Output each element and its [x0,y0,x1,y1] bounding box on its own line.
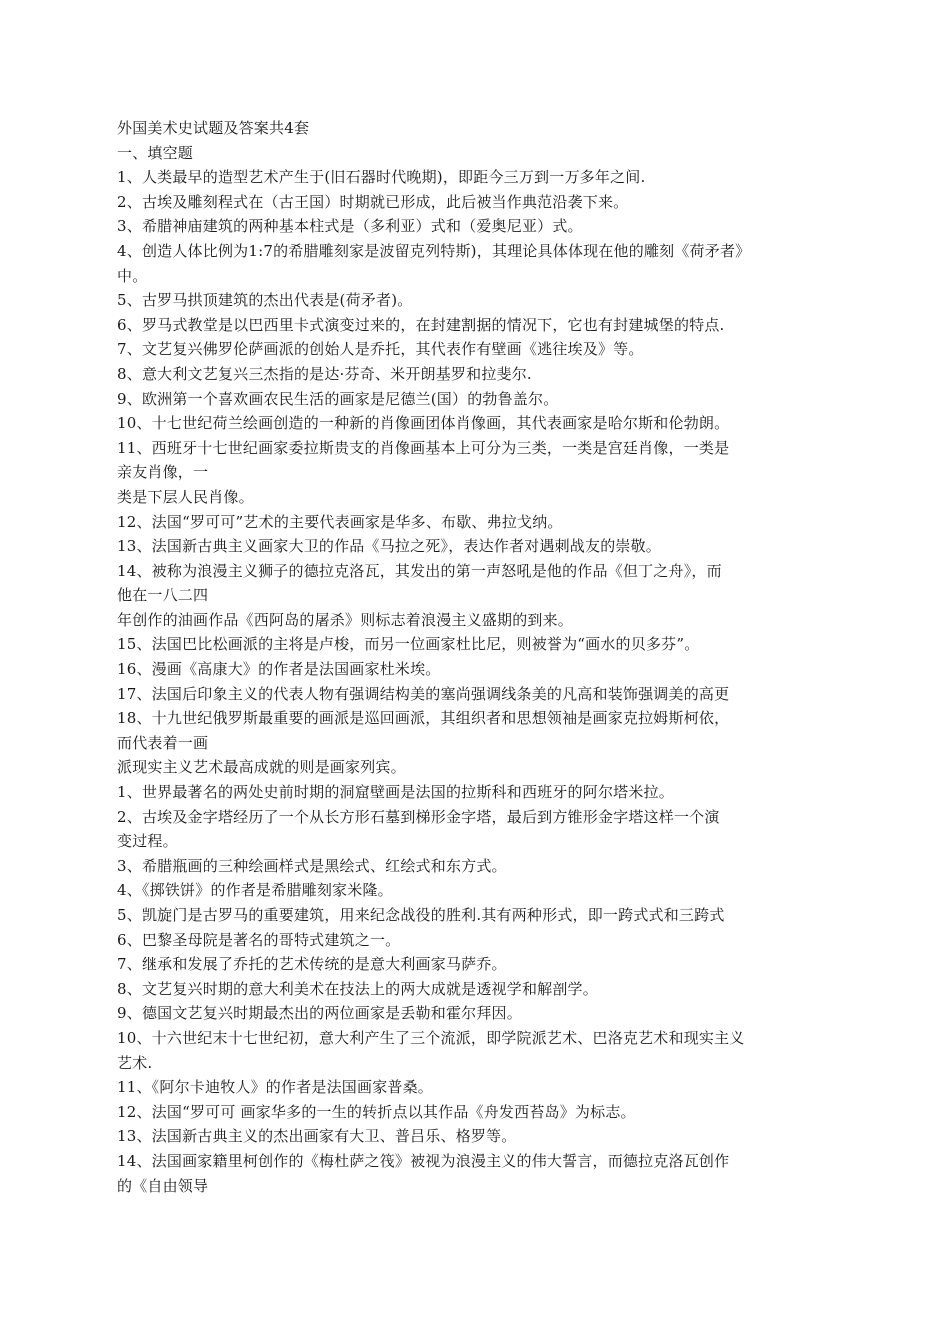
text-line: 8、文艺复兴时期的意大利美术在技法上的两大成就是透视学和解剖学。 [117,979,598,998]
text-line: 12、法国“罗可可 画家华多的一生的转折点以其作品《舟发西苔岛》为标志。 [117,1102,636,1121]
text-line: 7、继承和发展了乔托的艺术传统的是意大利画家马萨乔。 [117,955,507,974]
text-line: 他在一八二四 [117,586,209,605]
text-line: 派现实主义艺术最高成就的则是画家列宾。 [117,758,406,777]
text-line: 5、凯旋门是古罗马的重要建筑，用来纪念战役的胜利.其有两种形式，即一跨式式和三跨式 [117,906,725,924]
text-line: 11、西班牙十七世纪画家委拉斯贵支的肖像画基本上可分为三类，一类是宫廷肖像，一类是 [117,438,730,457]
text-line: 9、欧洲第一个喜欢画农民生活的画家是尼德兰(国）的勃鲁盖尔。 [117,389,559,408]
text-line: 13、法国新古典主义的杰出画家有大卫、普吕乐、格罗等。 [117,1127,517,1146]
text-line: 10、十七世纪荷兰绘画创造的一种新的肖像画团体肖像画，其代表画家是哈尔斯和伦勃朗。 [117,414,730,433]
text-line: 7、文艺复兴佛罗伦萨画派的创始人是乔托，其代表作有壁画《逃往埃及》等。 [117,340,644,359]
text-line: 变过程。 [117,832,178,851]
text-line: 15、法国巴比松画派的主将是卢梭，而另一位画家杜比尼，则被誉为“画水的贝多芬”。 [117,635,700,654]
text-line: 14、被称为浪漫主义狮子的德拉克洛瓦，其发出的第一声怒吼是他的作品《但丁之舟》，而 [117,561,722,580]
text-line: 10、十六世纪末十七世纪初，意大利产生了三个流派，即学院派艺术、巴洛克艺术和现实主义 [117,1028,745,1047]
text-line: 3、希腊瓶画的三种绘画样式是黑绘式、红绘式和东方式。 [117,856,507,875]
text-line: 2、古埃及金字塔经历了一个从长方形石墓到梯形金字塔，最后到方锥形金字塔这样一个演 [117,807,720,826]
text-line: 17、法国后印象主义的代表人物有强调结构美的塞尚强调线条美的凡高和装饰强调美的高更 [117,684,730,703]
text-line: 1、人类最早的造型艺术产生于(旧石器时代晚期)，即距今三万到一万多年之间. [117,168,646,187]
text-line: 的《自由领导 [117,1176,209,1195]
text-line: 中。 [117,266,148,285]
text-line: 4、《掷铁饼》的作者是希腊雕刻家米隆。 [117,881,393,900]
text-line: 13、法国新古典主义画家大卫的作品《马拉之死》，表达作者对遇刺战友的崇敬。 [117,537,661,556]
text-line: 而代表着一画 [117,733,209,752]
text-line: 6、巴黎圣母院是著名的哥特式建筑之一。 [117,930,401,949]
text-line: 4、创造人体比例为1:7的希腊雕刻家是波留克列特斯)，其理论具体体现在他的雕刻《荷矛者》 [117,241,751,260]
text-line: 2、古埃及雕刻程式在（古王国）时期就已形成，此后被当作典范沿袭下来。 [117,192,629,211]
text-line: 6、罗马式教堂是以巴西里卡式演变过来的，在封建割据的情况下，它也有封建城堡的特点. [117,315,725,334]
text-line: 11、《阿尔卡迪牧人》的作者是法国画家普桑。 [117,1078,433,1097]
text-line: 年创作的油画作品《西阿岛的屠杀》则标志着浪漫主义盛期的到来。 [117,610,574,629]
text-line: 3、希腊神庙建筑的两种基本柱式是（多利亚）式和（爱奥尼亚）式。 [117,217,583,236]
text-line: 5、古罗马拱顶建筑的杰出代表是(荷矛者)。 [117,291,413,310]
document-title: 外国美术史试题及答案共4套 [117,119,310,137]
section-heading: 一、填空题 [117,143,194,162]
text-line: 12、法国“罗可可”艺术的主要代表画家是华多、布歇、弗拉戈纳。 [117,512,563,531]
text-line: 8、意大利文艺复兴三杰指的是达·芬奇、米开朗基罗和拉斐尔. [117,364,532,383]
text-line: 18、十九世纪俄罗斯最重要的画派是巡回画派，其组织者和思想领袖是画家克拉姆斯柯依， [117,709,730,728]
text-line: 1、世界最著名的两处史前时期的洞窟壁画是法国的拉斯科和西班牙的阿尔塔米拉。 [117,783,674,802]
text-line: 类是下层人民肖像。 [117,487,254,506]
text-lines [117,165,817,1198]
text-line: 亲友肖像，一 [117,463,209,482]
text-line: 艺术. [117,1053,153,1072]
text-line: 9、德国文艺复兴时期最杰出的两位画家是丢勒和霍尔拜因。 [117,1004,522,1023]
text-line: 14、法国画家籍里柯创作的《梅杜萨之筏》被视为浪漫主义的伟大誓言，而德拉克洛瓦创作 [117,1151,730,1170]
text-line: 16、漫画《高康大》的作者是法国画家杜米埃。 [117,660,441,679]
document-body [117,116,817,1198]
